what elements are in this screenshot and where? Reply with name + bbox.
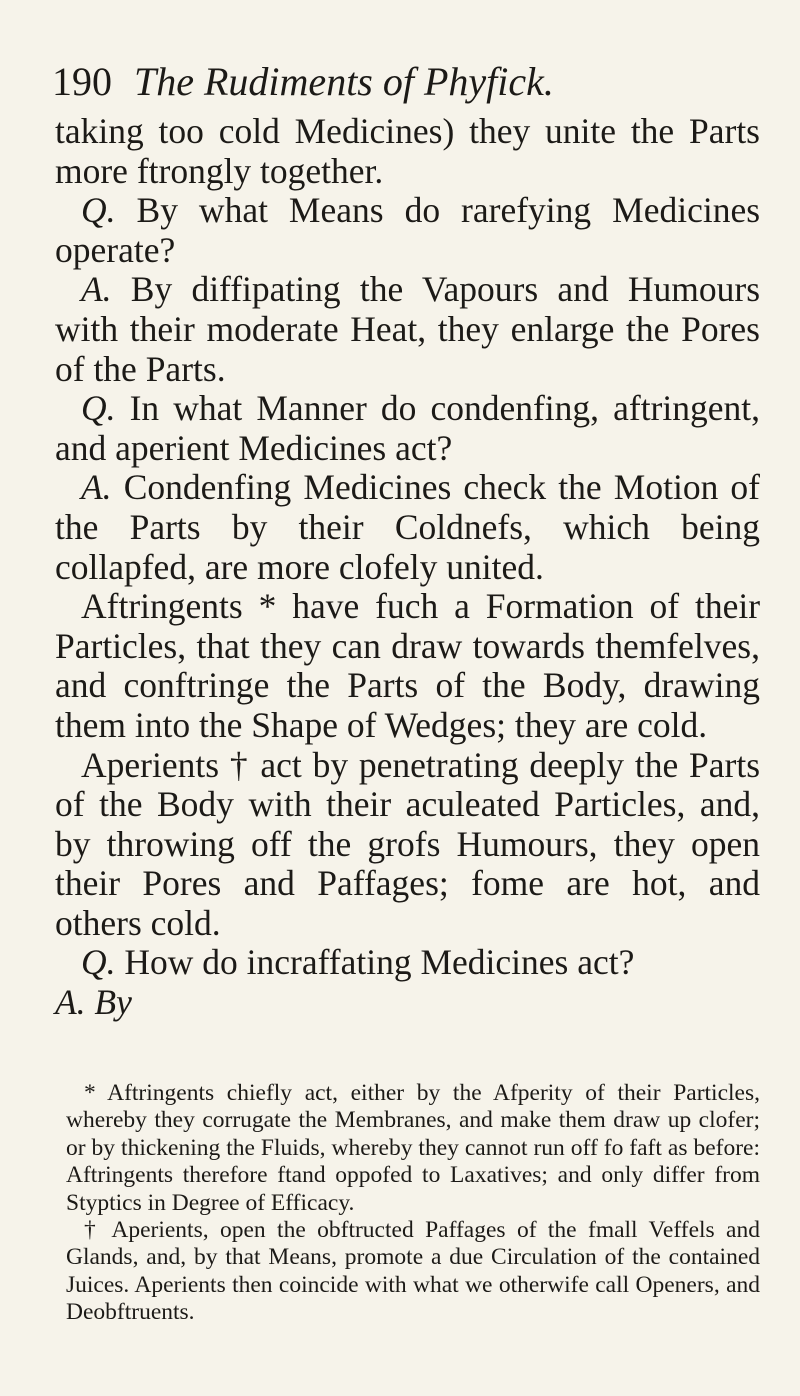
footnote-mark-star: *	[84, 1080, 96, 1106]
page-number: 190	[52, 59, 112, 104]
question-text: By what Means do rarefying Medicines operate?	[55, 190, 761, 270]
answer-marker: A.	[81, 269, 112, 310]
paragraph-continued: taking too cold Medicines) they unite the Parts more ftrongly together.	[55, 111, 760, 191]
answer-text: By diffipating the Vapours and Humours with their moderate Heat, they enlarge the Pores of the Parts.	[55, 269, 761, 389]
answer-rarefying	[55, 270, 760, 389]
question-incrassating	[55, 943, 760, 983]
answer-marker: A.	[81, 467, 112, 508]
paragraph-astringents	[55, 587, 760, 745]
aperients-text: act by penetrating deeply the Parts of the Body with their aculeated Particles, and, by throwing off the grofs Humours, they open their Pores and Paffages; fome are hot, and others cold.	[55, 744, 761, 943]
running-header	[52, 58, 752, 106]
footnote-mark-dagger: †	[84, 1217, 102, 1244]
astringents-term: Aftringents	[81, 586, 243, 627]
question-text: In what Manner do condenfing, aftringent, and aperient Medicines act?	[55, 388, 760, 468]
question-marker: Q.	[81, 190, 116, 231]
footnote-aperients	[66, 1217, 760, 1327]
question-marker: Q.	[81, 388, 116, 429]
footnote-ref-star: *	[258, 586, 277, 627]
paragraph-aperients	[55, 746, 760, 944]
footnotes	[66, 1080, 760, 1327]
question-marker: Q.	[81, 942, 116, 983]
running-title: The Rudiments of Phyfick.	[134, 59, 554, 104]
astringents-text: have fuch a Formation of their Particles, that they can draw towards themfelves, and conftringe the Parts of the Body, drawing them into the Shape of Wedges; they are cold.	[55, 586, 761, 745]
footnote-ref-dagger: †	[229, 744, 250, 785]
aperients-term: Aperients	[81, 744, 220, 785]
question-text: How do incraffating Medicines act?	[124, 942, 635, 983]
catchword: A. By	[55, 982, 132, 1023]
answer-condensing	[55, 468, 760, 587]
answer-text: Condenfing Medicines check the Motion of the Parts by their Coldnefs, which being collapfed, are more clofely united.	[55, 467, 761, 587]
main-text	[55, 112, 760, 1023]
footnote-text: Aperients, open the obftructed Paffages of the fmall Veffels and Glands, and, by that Means, promote a due Circulation of the contained Juices. Aperients then coincide with what we otherwife call Openers, and Deobftruents.	[66, 1217, 760, 1326]
footnote-astringents	[66, 1080, 760, 1217]
footnote-text: Aftringents chiefly act, either by the Afperity of their Particles, whereby they corrugate the Membranes, and make them draw up clofer; or by thickening the Fluids, whereby they cannot run off fo faft as before: Aftringents therefore ftand oppofed to Laxatives; and only differ from Styptics in Degree of Efficacy.	[66, 1080, 760, 1216]
question-condensing	[55, 389, 760, 468]
question-rarefying	[55, 191, 760, 270]
